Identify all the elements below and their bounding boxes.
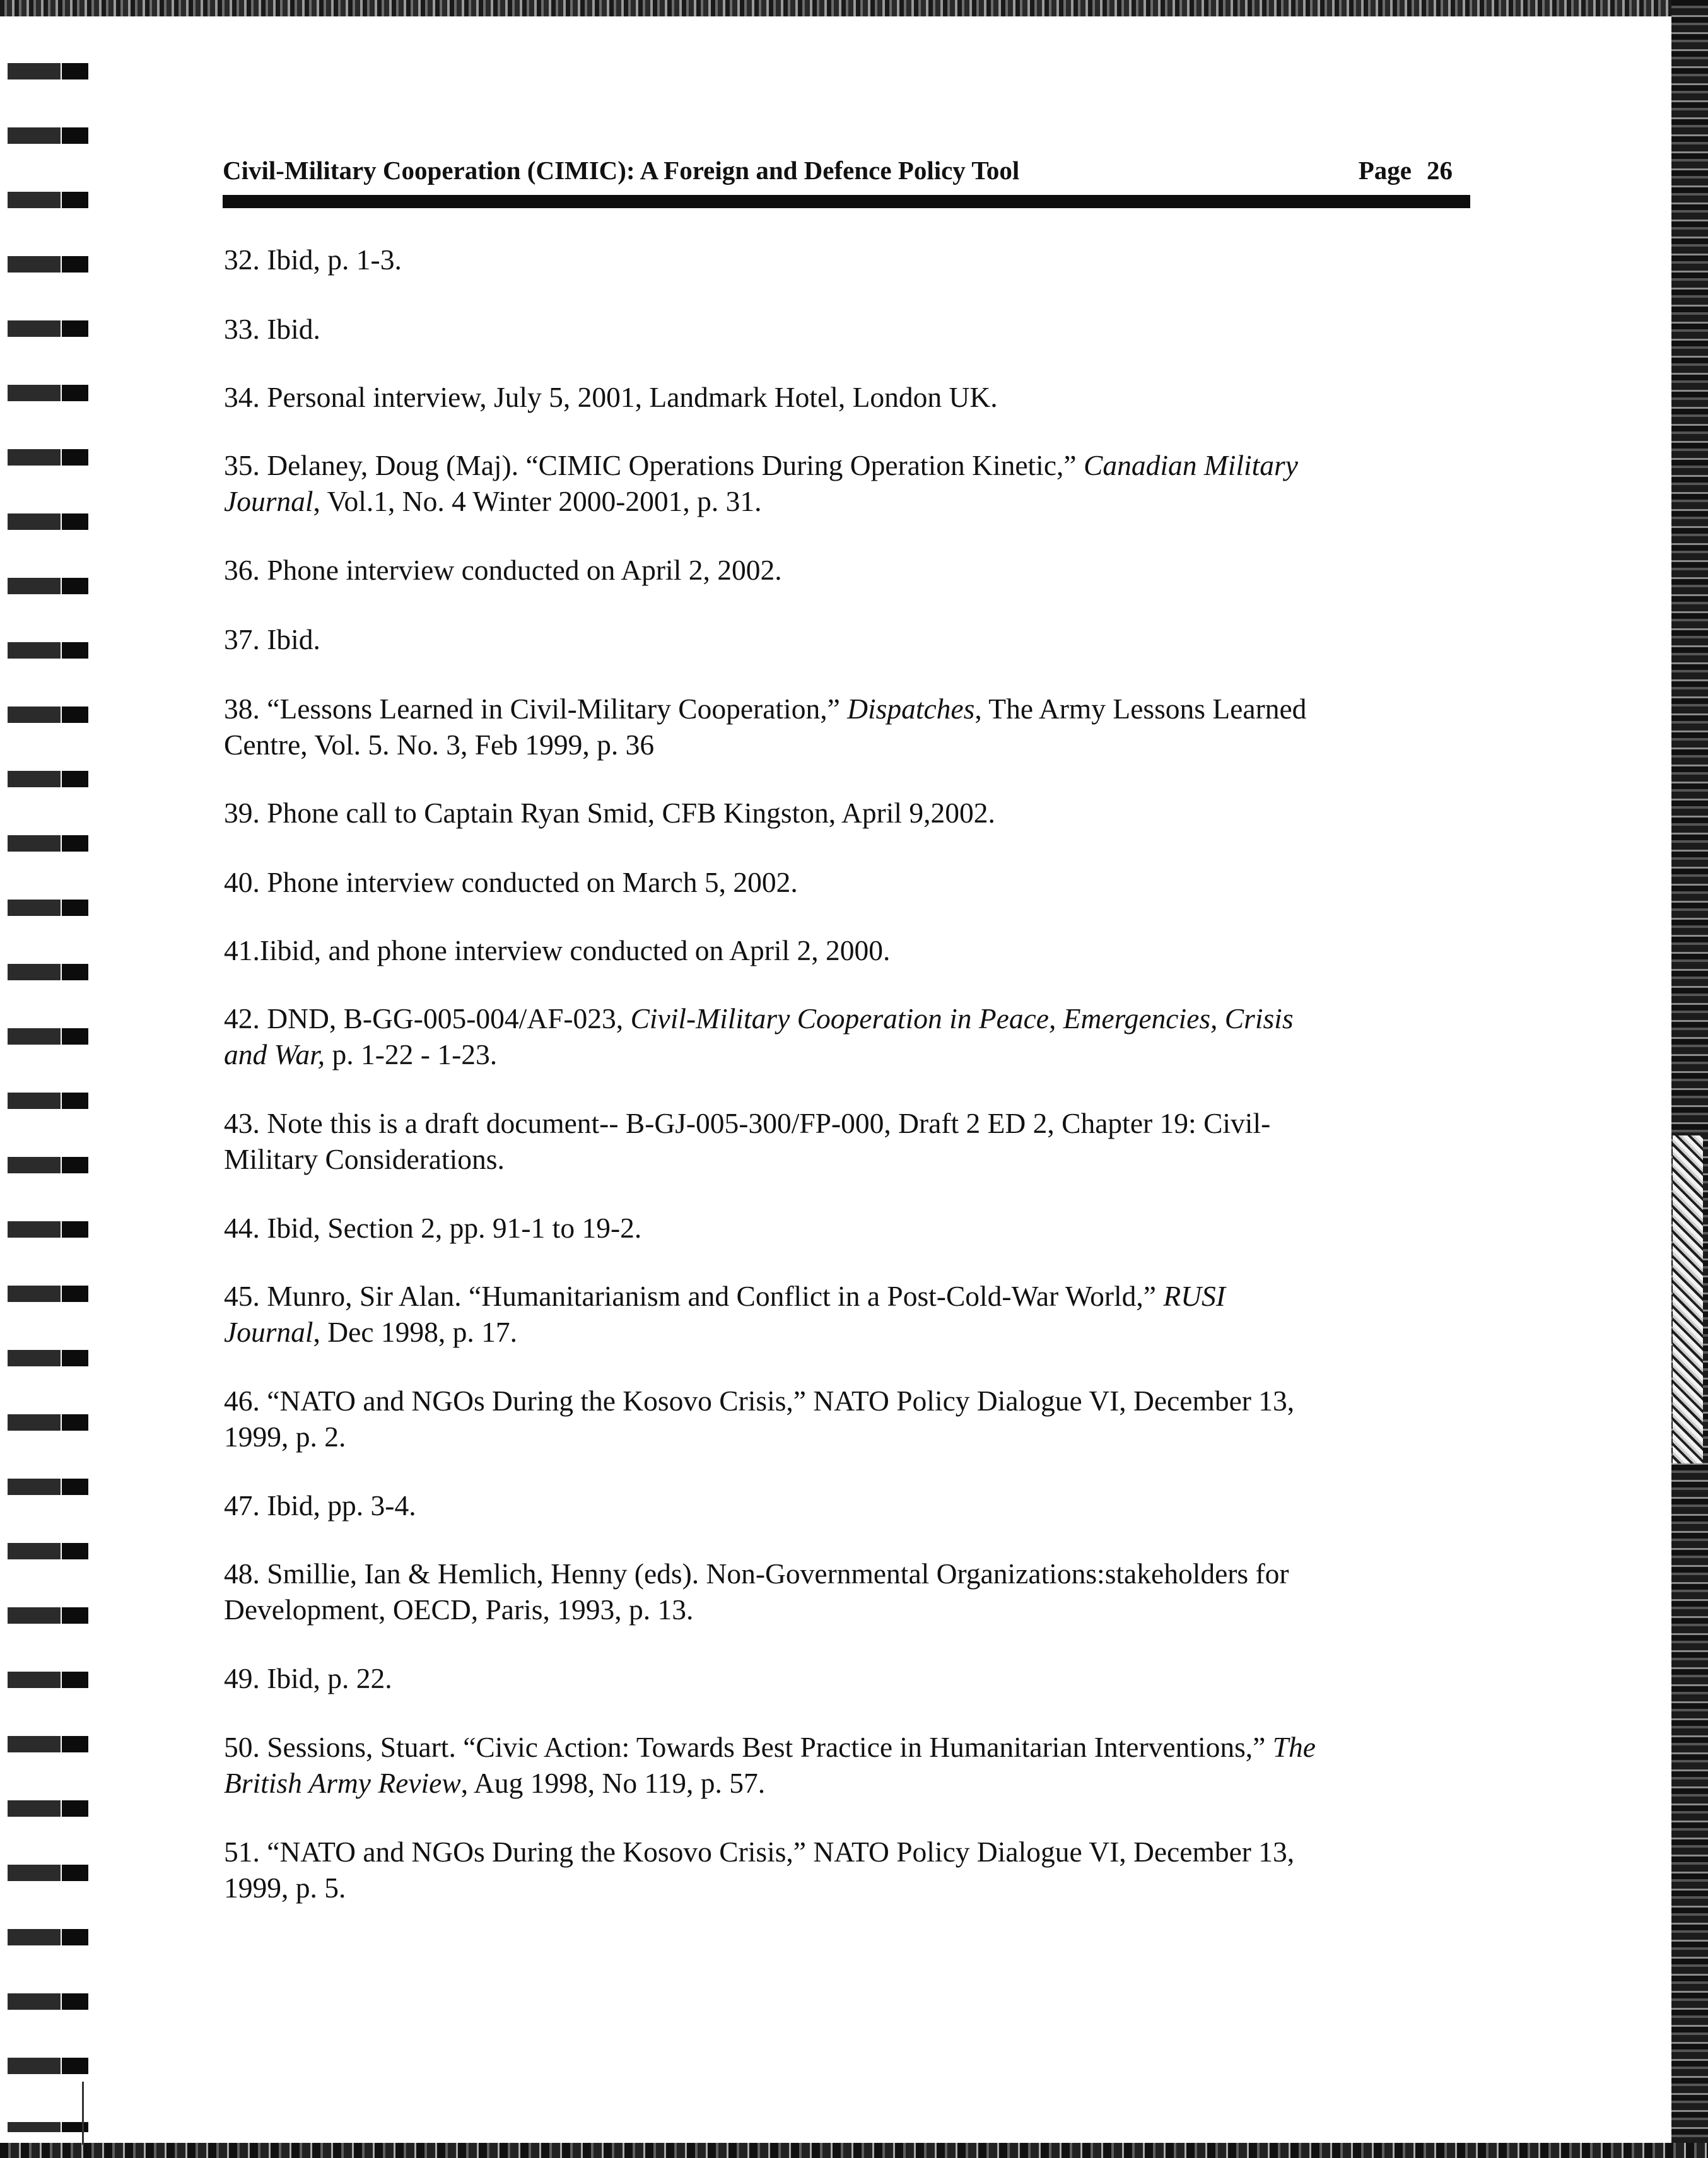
endnote-item [224, 1210, 1479, 1246]
endnote-item [224, 1556, 1479, 1627]
endnote-item [224, 1105, 1479, 1177]
endnote-text: 45. Munro, Sir Alan. “Humanitarianism and Conflict in a Post-Cold-War World,” [224, 1280, 1164, 1312]
endnote-text: , Dec 1998, p. 17. [313, 1316, 518, 1348]
endnote-item [224, 691, 1479, 763]
endnote-text: 48. Smillie, Ian & Hemlich, Henny (eds). Non-Governmental Organizations:stakeholders for Development, OECD, Paris, 1993, p. 13. [224, 1557, 1289, 1626]
endnote-text: 50. Sessions, Stuart. “Civic Action: Towards Best Practice in Humanitarian Interventions,” [224, 1731, 1273, 1763]
endnote-text: 43. Note this is a draft document-- B-GJ-005-300/FP-000, Draft 2 ED 2, Chapter 19: Civil- Military Considerations. [224, 1107, 1271, 1175]
page-number: 26 [1427, 156, 1453, 185]
endnote-item [224, 552, 1479, 588]
endnote-text: 51. “NATO and NGOs During the Kosovo Crisis,” NATO Policy Dialogue VI, December 13, 1999, p. 5. [224, 1836, 1295, 1904]
endnote-item [224, 1729, 1479, 1801]
endnote-item [224, 795, 1479, 831]
scan-edge-bottom [0, 2143, 1708, 2158]
endnote-item [224, 311, 1479, 347]
endnote-text: 49. Ibid, p. 22. [224, 1662, 392, 1694]
page-header [223, 151, 1473, 196]
spiral-binding [0, 63, 95, 2132]
endnote-text: 42. DND, B-GG-005-004/AF-023, [224, 1002, 631, 1035]
endnote-text: 41.Iibid, and phone interview conducted on April 2, 2000. [224, 934, 891, 966]
page-indicator [1359, 155, 1453, 185]
endnote-item [224, 1834, 1479, 1906]
endnote-italic-text: Dispatches [847, 693, 975, 725]
endnote-item [224, 621, 1479, 657]
endnote-item [224, 1383, 1479, 1455]
document-title: Civil-Military Cooperation (CIMIC): A Foreign and Defence Policy Tool [223, 156, 1020, 185]
endnote-item [224, 447, 1479, 519]
endnote-item [224, 864, 1479, 900]
endnote-item [224, 1278, 1479, 1350]
scan-edge-stain [1673, 1135, 1703, 1463]
endnote-text: , Vol.1, No. 4 Winter 2000-2001, p. 31. [313, 485, 762, 517]
endnote-text: 39. Phone call to Captain Ryan Smid, CFB Kingston, April 9,2002. [224, 797, 995, 829]
endnote-item [224, 379, 1479, 415]
endnote-text: , The Army Lessons Learned Centre, Vol. 5. No. 3, Feb 1999, p. 36 [224, 693, 1307, 761]
endnote-text: 37. Ibid. [224, 623, 320, 655]
endnote-text: 35. Delaney, Doug (Maj). “CIMIC Operations During Operation Kinetic,” [224, 449, 1084, 481]
endnote-text: 47. Ibid, pp. 3-4. [224, 1489, 416, 1522]
endnote-text: p. 1-22 - 1-23. [325, 1038, 498, 1070]
page-label: Page [1358, 156, 1412, 185]
endnote-text: 40. Phone interview conducted on March 5, 2002. [224, 866, 798, 898]
endnote-italic-text: Canadian Military Journal [224, 449, 1298, 517]
endnote-item [224, 1660, 1479, 1696]
endnote-text: , Aug 1998, No 119, p. 57. [460, 1767, 766, 1799]
endnote-item [224, 1000, 1479, 1072]
endnote-italic-text: Civil-Military Cooperation in Peace, Emergencies, Crisis and War, [224, 1002, 1294, 1070]
endnote-item [224, 242, 1479, 278]
endnote-item [224, 1487, 1479, 1523]
endnote-text: 33. Ibid. [224, 313, 320, 345]
endnote-item [224, 932, 1479, 968]
binding-margin-line [82, 2082, 84, 2145]
endnote-text: 32. Ibid, p. 1-3. [224, 243, 402, 276]
scan-edge-top [0, 0, 1708, 16]
scan-edge-right [1671, 0, 1708, 2158]
endnote-italic-text: The British Army Review [224, 1731, 1316, 1799]
endnote-text: 44. Ibid, Section 2, pp. 91-1 to 19-2. [224, 1212, 642, 1244]
endnote-text: 38. “Lessons Learned in Civil-Military Cooperation,” [224, 693, 848, 725]
header-rule [223, 195, 1470, 208]
endnote-italic-text: RUSI Journal [224, 1280, 1225, 1348]
endnote-text: 34. Personal interview, July 5, 2001, Landmark Hotel, London UK. [224, 381, 998, 413]
endnote-text: 36. Phone interview conducted on April 2, 2002. [224, 554, 782, 586]
endnote-text: 46. “NATO and NGOs During the Kosovo Crisis,” NATO Policy Dialogue VI, December 13, 1999, p. 2. [224, 1385, 1295, 1453]
